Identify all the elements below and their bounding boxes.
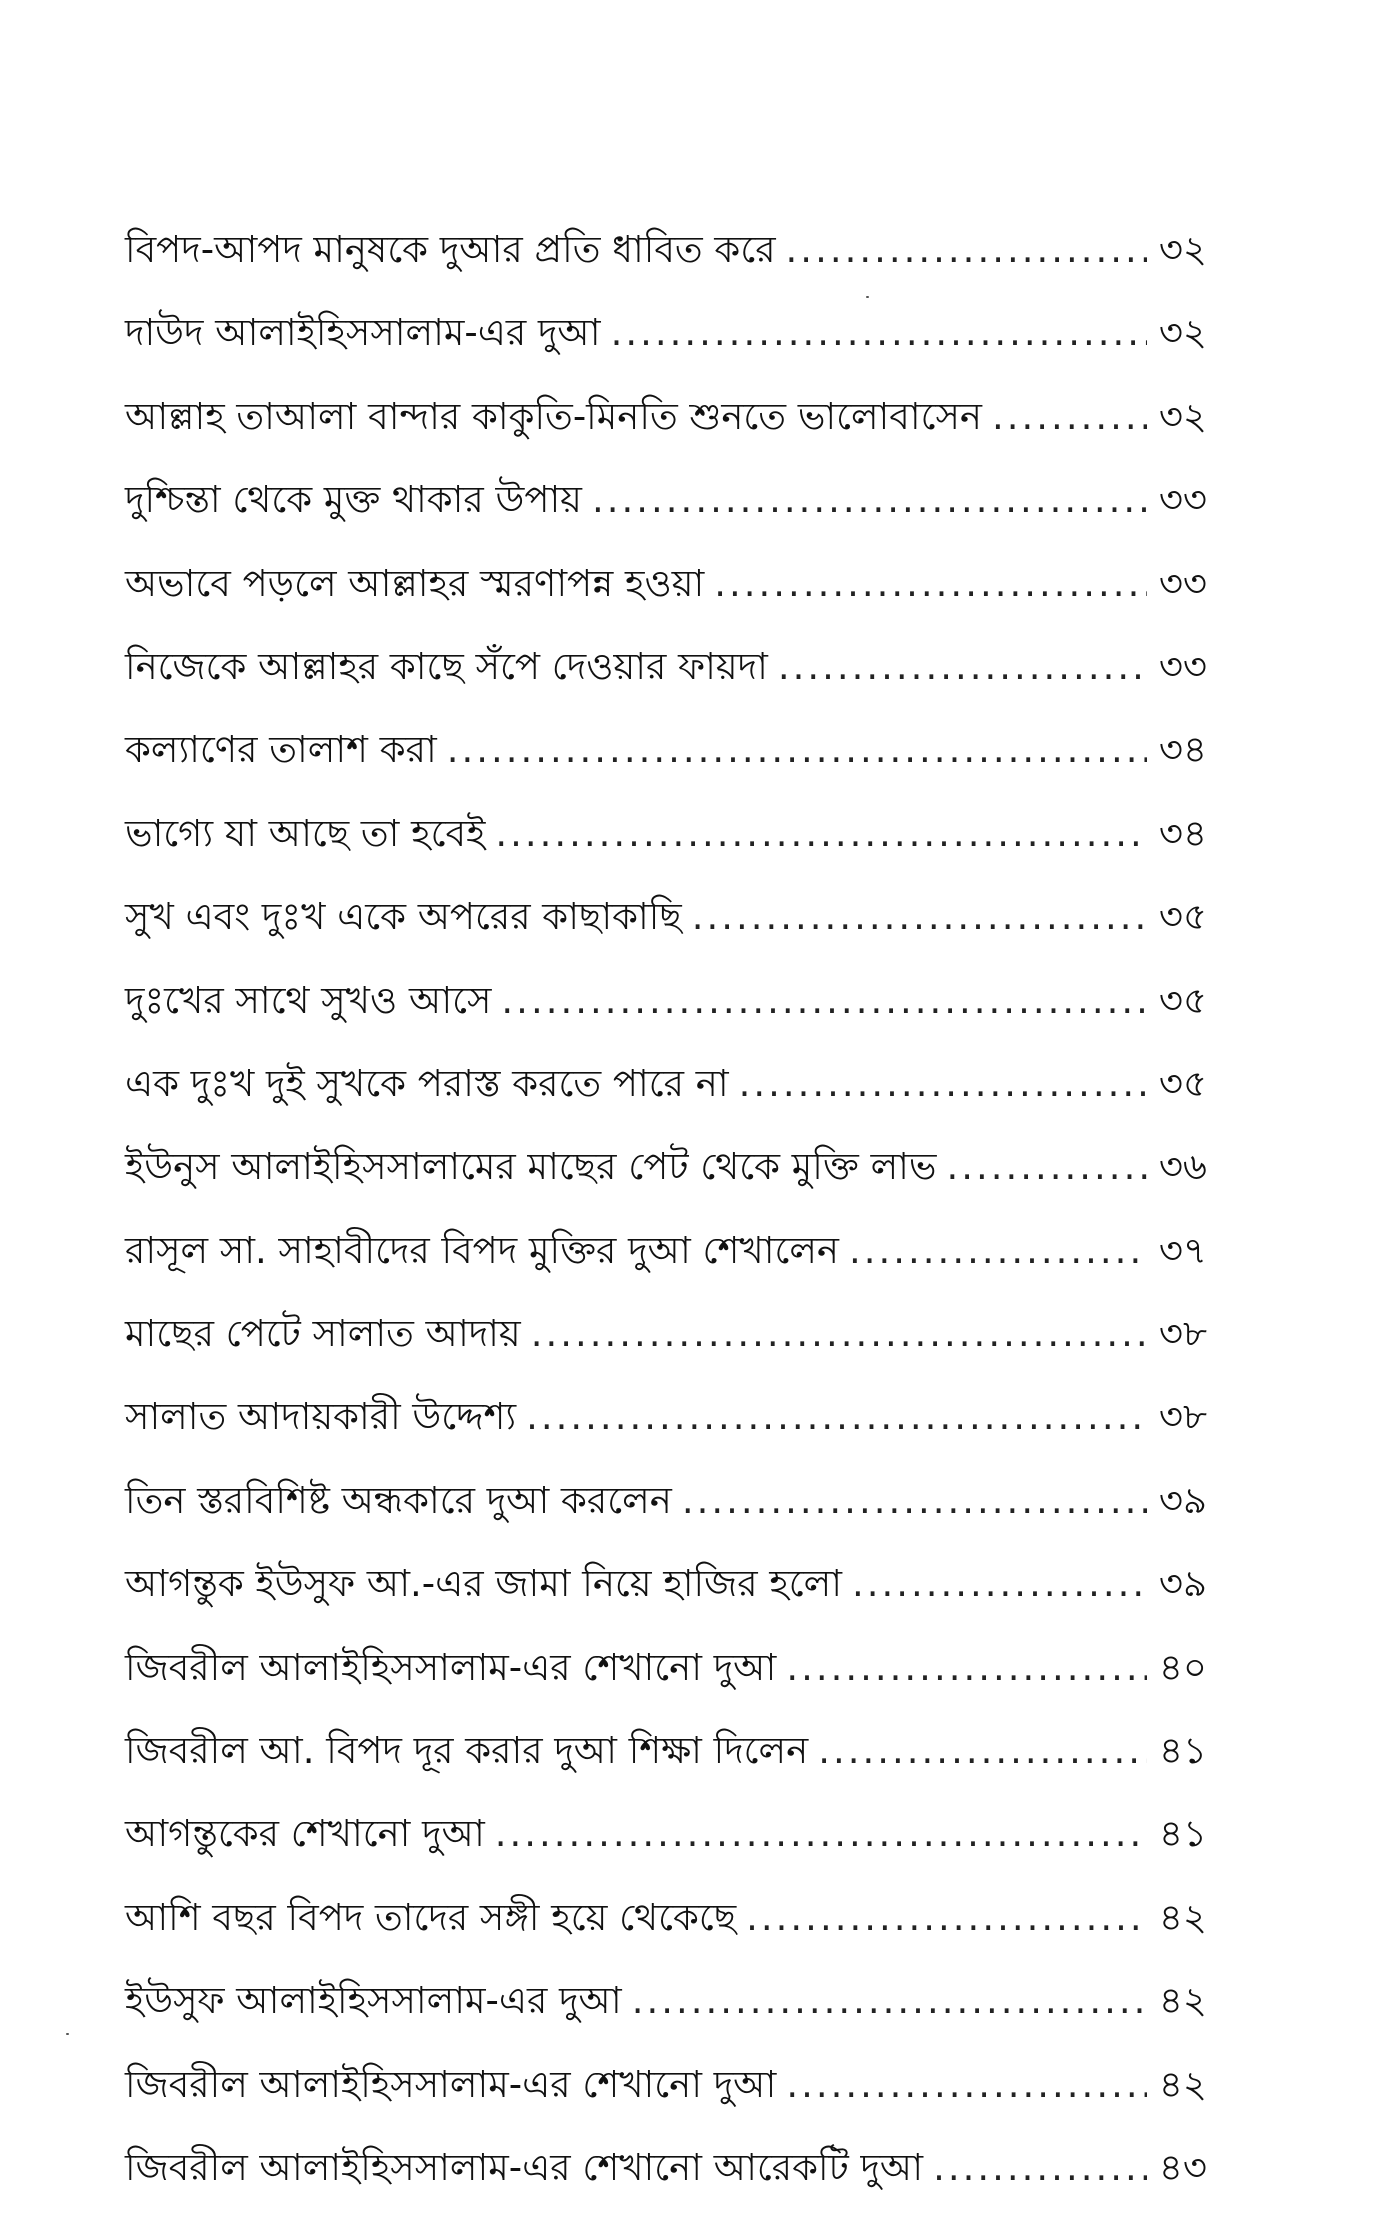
toc-page-number: ৩৫: [1158, 895, 1207, 939]
toc-page-number: ৪২: [1158, 1979, 1207, 2023]
toc-entry: [125, 1292, 1207, 1375]
toc-dot-leader: [495, 792, 1147, 875]
toc-entry: [125, 291, 1207, 374]
table-of-contents: [125, 208, 1207, 2209]
toc-entry: [125, 1626, 1207, 1709]
toc-dot-leader: [849, 1209, 1147, 1292]
toc-page-number: ৪২: [1158, 1895, 1207, 1939]
toc-entry: [125, 1459, 1207, 1542]
toc-entry-title: এক দুঃখ দুই সুখকে পরাস্ত করতে পারে না: [125, 1061, 729, 1105]
toc-entry: [125, 1959, 1207, 2042]
toc-entry-title: বিপদ-আপদ মানুষকে দুআর প্রতি ধাবিত করে: [125, 228, 776, 271]
toc-entry: [125, 1876, 1207, 1959]
toc-page-number: ৪০: [1158, 1645, 1207, 1689]
toc-page-number: ৩২: [1158, 228, 1207, 271]
toc-page-number: ৩৯: [1158, 1478, 1207, 1522]
toc-dot-leader: [692, 875, 1147, 958]
toc-dot-leader: [786, 208, 1147, 291]
toc-page-number: ৩৫: [1158, 1061, 1207, 1105]
toc-entry-title: সালাত আদায়কারী উদ্দেশ্য: [125, 1395, 517, 1439]
toc-entry: [125, 792, 1207, 875]
toc-page-number: ৩৮: [1158, 1312, 1207, 1356]
toc-entry: [125, 375, 1207, 458]
toc-page-number: ৩৯: [1158, 1562, 1207, 1606]
toc-page-number: ৪১: [1158, 1729, 1207, 1773]
toc-dot-leader: [786, 2043, 1147, 2126]
toc-dot-leader: [592, 458, 1147, 541]
toc-entry-title: মাছের পেটে সালাত আদায়: [125, 1312, 521, 1356]
toc-page-number: ৪১: [1158, 1812, 1207, 1856]
toc-entry-title: জিবরীল আ. বিপদ দূর করার দুআ শিক্ষা দিলেন: [125, 1729, 809, 1773]
toc-dot-leader: [495, 1792, 1147, 1875]
toc-entry-title: দুশ্চিন্তা থেকে মুক্ত থাকার উপায়: [125, 478, 582, 522]
toc-entry: [125, 1209, 1207, 1292]
toc-entry-title: সুখ এবং দুঃখ একে অপরের কাছাকাছি: [125, 895, 682, 939]
toc-dot-leader: [786, 1626, 1147, 1709]
toc-entry-title: কল্যাণের তালাশ করা: [125, 728, 437, 772]
toc-dot-leader: [746, 1876, 1147, 1959]
toc-entry-title: আশি বছর বিপদ তাদের সঙ্গী হয়ে থেকেছে: [125, 1895, 737, 1939]
toc-page-number: ৪২: [1158, 2062, 1207, 2106]
toc-entry: [125, 542, 1207, 625]
toc-page-number: ৩৬: [1158, 1145, 1207, 1189]
toc-entry: [125, 1542, 1207, 1625]
toc-dot-leader: [818, 1709, 1147, 1792]
toc-page-number: ৩৭: [1158, 1228, 1207, 1272]
toc-entry: [125, 1792, 1207, 1875]
toc-entry-title: রাসূল সা. সাহাবীদের বিপদ মুক্তির দুআ শেখালেন: [125, 1228, 839, 1272]
toc-entry: [125, 1709, 1207, 1792]
toc-entry: [125, 875, 1207, 958]
toc-page-number: ৩৪: [1158, 811, 1207, 855]
toc-entry: [125, 625, 1207, 708]
toc-entry-title: জিবরীল আলাইহিসসালাম-এর শেখানো আরেকটি দুআ: [125, 2145, 924, 2189]
toc-page-number: ৩২: [1158, 394, 1207, 438]
toc-page-number: ৩৩: [1158, 561, 1207, 605]
toc-entry-title: ইউনুস আলাইহিসসালামের মাছের পেট থেকে মুক্তি লাভ: [125, 1145, 937, 1189]
toc-entry-title: নিজেকে আল্লাহর কাছে সঁপে দেওয়ার ফায়দা: [125, 644, 768, 688]
toc-page-number: ৩৩: [1158, 644, 1207, 688]
toc-page-number: ৩৮: [1158, 1395, 1207, 1439]
toc-page-number: ৩৪: [1158, 728, 1207, 772]
toc-page-number: ৩৩: [1158, 478, 1207, 522]
toc-entry: [125, 959, 1207, 1042]
toc-dot-leader: [531, 1292, 1147, 1375]
toc-dot-leader: [682, 1459, 1147, 1542]
toc-entry: [125, 1375, 1207, 1458]
toc-dot-leader: [632, 1959, 1147, 2042]
toc-dot-leader: [946, 1125, 1147, 1208]
toc-page-number: ৪৩: [1158, 2145, 1207, 2189]
toc-entry-title: দুঃখের সাথে সুখও আসে: [125, 978, 492, 1022]
toc-dot-leader: [933, 2126, 1147, 2209]
toc-entry-title: আল্লাহ তাআলা বান্দার কাকুতি-মিনতি শুনতে ভালোবাসেন: [125, 394, 983, 438]
toc-entry-title: আগন্তুকের শেখানো দুআ: [125, 1812, 485, 1856]
toc-entry: [125, 1125, 1207, 1208]
toc-entry: [125, 2043, 1207, 2126]
toc-entry: [125, 708, 1207, 791]
toc-entry-title: জিবরীল আলাইহিসসালাম-এর শেখানো দুআ: [125, 1645, 777, 1689]
toc-entry-title: তিন স্তরবিশিষ্ট অন্ধকারে দুআ করলেন: [125, 1478, 672, 1522]
toc-dot-leader: [611, 291, 1147, 374]
toc-entry-title: জিবরীল আলাইহিসসালাম-এর শেখানো দুআ: [125, 2062, 777, 2106]
toc-entry: [125, 2126, 1207, 2209]
toc-dot-leader: [501, 959, 1147, 1042]
toc-entry: [125, 458, 1207, 541]
toc-dot-leader: [992, 375, 1147, 458]
scan-speck: [66, 2033, 69, 2035]
toc-entry-title: দাউদ আলাইহিসসালাম-এর দুআ: [125, 311, 601, 355]
toc-page-number: ৩৫: [1158, 978, 1207, 1022]
scan-speck: [866, 296, 869, 298]
toc-entry-title: ভাগ্যে যা আছে তা হবেই: [125, 811, 486, 855]
toc-dot-leader: [447, 708, 1147, 791]
toc-entry-title: ইউসুফ আলাইহিসসালাম-এর দুআ: [125, 1979, 622, 2023]
toc-dot-leader: [526, 1375, 1147, 1458]
toc-entry-title: আগন্তুক ইউসুফ আ.-এর জামা নিয়ে হাজির হলো: [125, 1562, 842, 1606]
toc-entry: [125, 208, 1207, 291]
toc-entry-title: অভাবে পড়লে আল্লাহর স্মরণাপন্ন হওয়া: [125, 561, 705, 605]
toc-entry: [125, 1042, 1207, 1125]
toc-page-number: ৩২: [1158, 311, 1207, 355]
toc-dot-leader: [739, 1042, 1147, 1125]
toc-dot-leader: [852, 1542, 1147, 1625]
toc-dot-leader: [714, 542, 1147, 625]
toc-dot-leader: [778, 625, 1147, 708]
